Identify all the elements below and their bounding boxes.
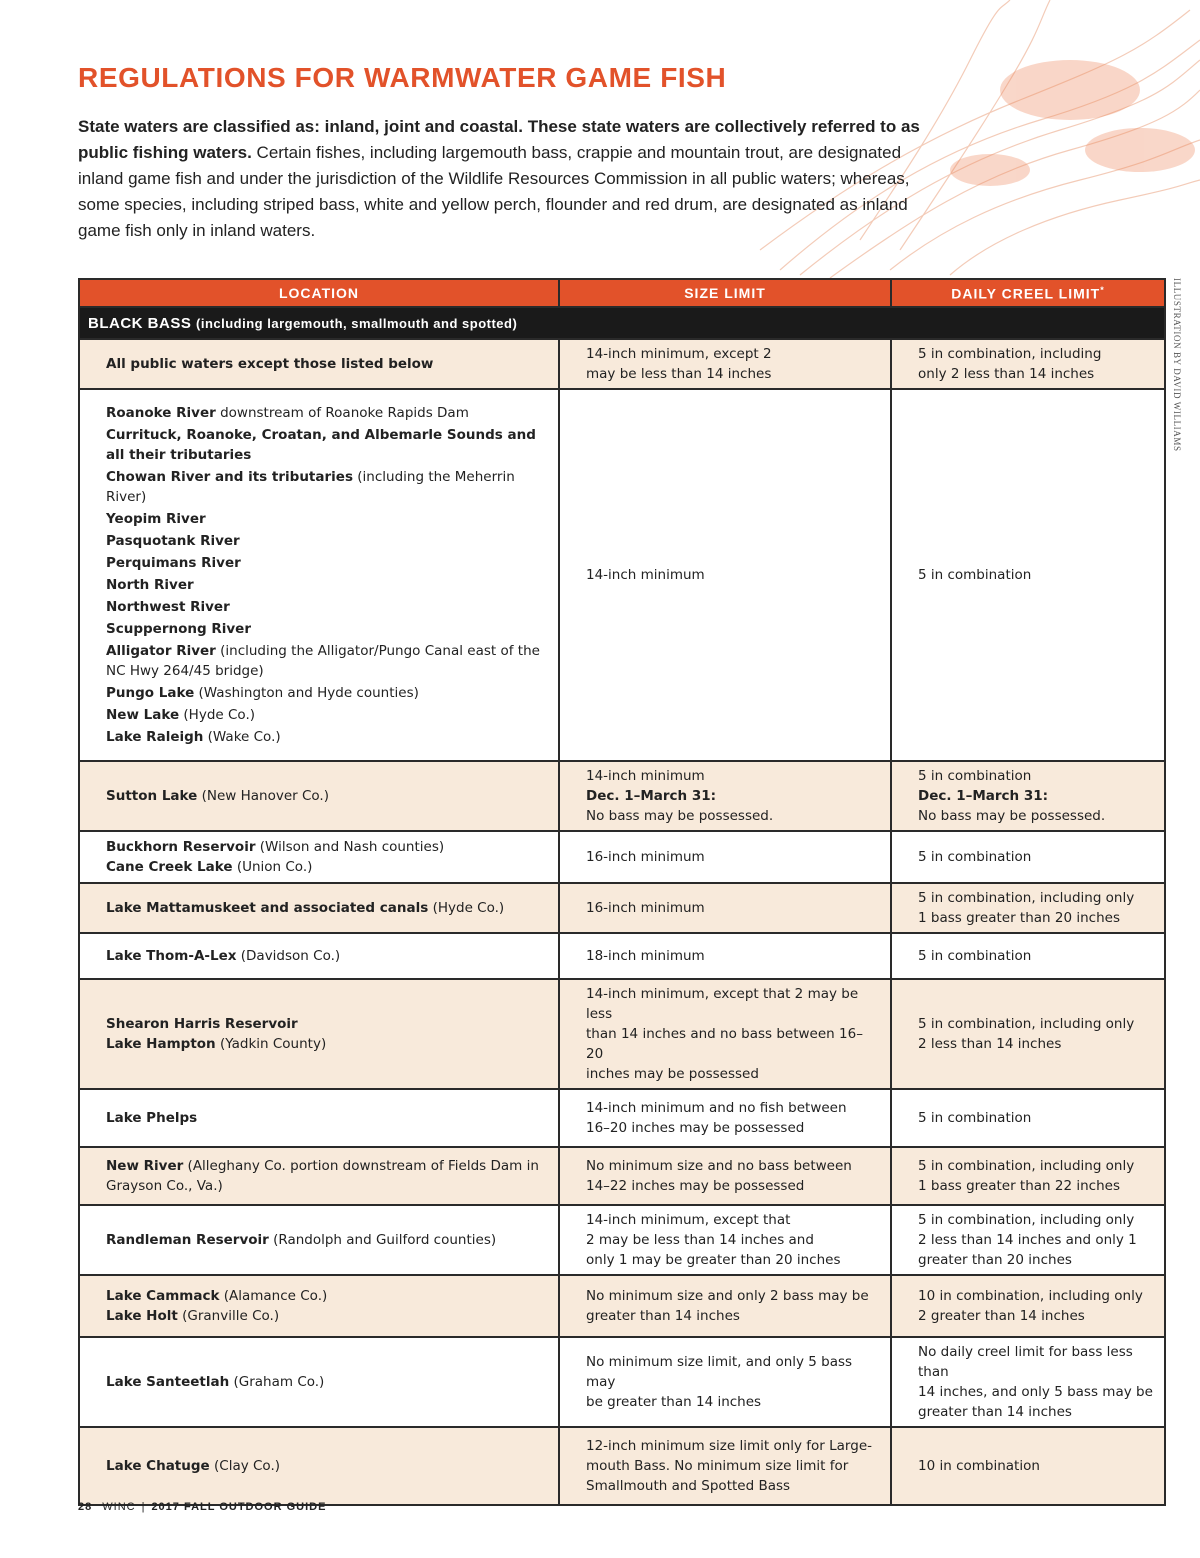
header-size-limit: SIZE LIMIT: [559, 279, 891, 307]
location-name: New Lake: [106, 707, 180, 723]
location-entry: [106, 575, 550, 595]
location-note: (Washington and Hyde counties): [194, 685, 419, 701]
table-row: [79, 1275, 1165, 1337]
table-row: [79, 831, 1165, 883]
size-limit-line: be greater than 14 inches: [586, 1394, 762, 1410]
location-note: (including the Meherrin River): [106, 469, 515, 505]
location-entry: [106, 857, 550, 877]
location-entry: [106, 1286, 550, 1306]
location-note: (Alamance Co.): [219, 1288, 328, 1304]
location-note: (Hyde Co.): [428, 900, 505, 916]
location-cell: [79, 831, 559, 883]
daily-creel-limit-cell: [891, 1147, 1165, 1205]
location-cell: [79, 883, 559, 933]
section-row-black-bass: [79, 307, 1165, 339]
daily-creel-limit-cell: [891, 979, 1165, 1089]
size-limit-line: 2 may be less than 14 inches and: [586, 1232, 814, 1248]
location-note: (Union Co.): [232, 859, 313, 875]
table-row: [79, 933, 1165, 979]
location-entry: [106, 531, 550, 551]
table-row: [79, 389, 1165, 761]
daily-creel-limit-cell: [891, 761, 1165, 831]
location-name: Cane Creek Lake: [106, 859, 233, 875]
daily-creel-limit-cell: [891, 339, 1165, 389]
daily-creel-limit-cell: [891, 1427, 1165, 1505]
header-location: LOCATION: [79, 279, 559, 307]
location-cell: [79, 1427, 559, 1505]
location-note: (Alleghany Co. portion downstream of Fields Dam in Grayson Co., Va.): [106, 1158, 539, 1194]
location-name: Lake Mattamuskeet and associated canals: [106, 900, 429, 916]
location-entry: [106, 1306, 550, 1326]
section-name: BLACK BASS: [88, 314, 192, 332]
creel-limit-line: 5 in combination, including only: [918, 1158, 1135, 1174]
footer-separator: |: [141, 1501, 146, 1513]
size-limit-cell: [559, 1147, 891, 1205]
location-note: (Wilson and Nash counties): [255, 839, 445, 855]
location-entry: [106, 837, 550, 857]
location-entry: [106, 727, 550, 747]
size-limit-cell: [559, 1337, 891, 1427]
illustration-credit: ILLUSTRATION BY DAVID WILLIAMS: [1172, 278, 1182, 452]
location-name: Chowan River and its tributaries: [106, 469, 353, 485]
location-name: Perquimans River: [106, 555, 241, 571]
location-note: (Graham Co.): [229, 1374, 325, 1390]
table-header-row: [79, 279, 1165, 307]
creel-limit-line: greater than 14 inches: [918, 1404, 1072, 1420]
table-row: [79, 979, 1165, 1089]
table-row: [79, 1147, 1165, 1205]
creel-limit-line: 5 in combination: [918, 768, 1032, 784]
creel-limit-line: 1 bass greater than 20 inches: [918, 910, 1120, 926]
location-name: Shearon Harris Reservoir: [106, 1016, 298, 1032]
daily-creel-limit-cell: [891, 1205, 1165, 1275]
location-name: Lake Phelps: [106, 1110, 198, 1126]
location-note: (Randolph and Guilford counties): [268, 1232, 497, 1248]
size-limit-line: inches may be possessed: [586, 1066, 759, 1082]
size-limit-line: 14-inch minimum and no fish between: [586, 1100, 847, 1116]
size-limit-line: 14-inch minimum, except that: [586, 1212, 791, 1228]
size-limit-line: Smallmouth and Spotted Bass: [586, 1478, 791, 1494]
location-cell: [79, 1275, 559, 1337]
location-note: (including the Alligator/Pungo Canal east of the NC Hwy 264/45 bridge): [106, 643, 540, 679]
size-limit-line: 14-inch minimum, except that 2 may be less: [586, 986, 859, 1022]
location-entry: [106, 1372, 550, 1392]
location-entry: [106, 403, 550, 423]
size-limit-line: mouth Bass. No minimum size limit for: [586, 1458, 849, 1474]
location-note: (Wake Co.): [203, 729, 281, 745]
location-cell: [79, 1337, 559, 1427]
location-name: Alligator River: [106, 643, 216, 659]
creel-limit-line: 5 in combination, including: [918, 346, 1102, 362]
size-limit-line: 12-inch minimum size limit only for Large-: [586, 1438, 872, 1454]
location-entry: [106, 509, 550, 529]
footer-guide-title: 2017 FALL OUTDOOR GUIDE: [151, 1501, 327, 1513]
size-limit-line: 16-inch minimum: [586, 849, 705, 865]
daily-creel-limit-cell: [891, 1089, 1165, 1147]
daily-creel-limit-cell: [891, 1337, 1165, 1427]
size-limit-line: No minimum size and no bass between: [586, 1158, 852, 1174]
location-entry: [106, 786, 550, 806]
location-cell: [79, 1205, 559, 1275]
table-row: [79, 1089, 1165, 1147]
location-entry: [106, 1014, 550, 1034]
creel-limit-line: 5 in combination: [918, 948, 1032, 964]
intro-text: Certain fishes, including largemouth bass, crappie and mountain trout, are designated inland game fish and under the jurisdiction of the Wildlife Resources Commission in all public waters; whereas, some species, including striped bass, white and yellow perch, flounder and red drum, are designated as inland game fish only in inland waters.: [78, 143, 910, 240]
location-name: All public waters except those listed below: [106, 356, 434, 372]
location-name: Scuppernong River: [106, 621, 251, 637]
size-limit-line: 16-inch minimum: [586, 900, 705, 916]
size-limit-cell: [559, 389, 891, 761]
header-creel-label: DAILY CREEL LIMIT: [951, 285, 1101, 302]
location-cell: [79, 979, 559, 1089]
creel-limit-line: only 2 less than 14 inches: [918, 366, 1095, 382]
creel-limit-line: 5 in combination: [918, 849, 1032, 865]
location-name: Roanoke River: [106, 405, 216, 421]
page-title: REGULATIONS FOR WARMWATER GAME FISH: [78, 62, 727, 93]
table-row: [79, 1205, 1165, 1275]
location-entry: [106, 354, 550, 374]
creel-limit-line: 10 in combination, including only: [918, 1288, 1143, 1304]
size-limit-cell: [559, 883, 891, 933]
location-cell: [79, 389, 559, 761]
location-note: (New Hanover Co.): [197, 788, 329, 804]
creel-limit-line: No bass may be possessed.: [918, 808, 1106, 824]
size-limit-line: No minimum size limit, and only 5 bass may: [586, 1354, 853, 1390]
location-entry: [106, 946, 550, 966]
creel-limit-line: 5 in combination, including only: [918, 890, 1135, 906]
location-entry: [106, 425, 550, 465]
intro-paragraph: [78, 114, 946, 244]
location-entry: [106, 1456, 550, 1476]
creel-limit-line: 5 in combination: [918, 1110, 1032, 1126]
location-name: Randleman Reservoir: [106, 1232, 269, 1248]
location-entry: [106, 1108, 550, 1128]
location-entry: [106, 597, 550, 617]
location-name: Lake Chatuge: [106, 1458, 210, 1474]
location-entry: [106, 705, 550, 725]
creel-limit-line: greater than 20 inches: [918, 1252, 1072, 1268]
location-cell: [79, 339, 559, 389]
section-subtitle: (including largemouth, smallmouth and spotted): [196, 315, 518, 331]
size-limit-line: 14-inch minimum, except 2: [586, 346, 772, 362]
page-footer: [78, 1501, 326, 1513]
location-note: downstream of Roanoke Rapids Dam: [215, 405, 469, 421]
location-cell: [79, 1089, 559, 1147]
size-limit-line: 14-inch minimum: [586, 768, 705, 784]
size-limit-line: greater than 14 inches: [586, 1308, 740, 1324]
creel-limit-line: 14 inches, and only 5 bass may be: [918, 1384, 1153, 1400]
size-limit-cell: [559, 933, 891, 979]
size-limit-line: may be less than 14 inches: [586, 366, 772, 382]
regulations-table: [78, 278, 1166, 1506]
location-name: Lake Santeetlah: [106, 1374, 230, 1390]
table-row: [79, 1337, 1165, 1427]
size-limit-cell: [559, 979, 891, 1089]
creel-limit-line: 10 in combination: [918, 1458, 1040, 1474]
intro-bold: State waters are classified as: inland, joint and coastal. These state waters are collectively referred to as public fishing waters.: [78, 117, 920, 162]
location-entry: [106, 683, 550, 703]
location-note: (Clay Co.): [209, 1458, 280, 1474]
location-note: (Granville Co.): [177, 1308, 280, 1324]
size-limit-line: No bass may be possessed.: [586, 808, 774, 824]
creel-limit-line: 5 in combination: [918, 567, 1032, 583]
footer-brand: WINC: [102, 1501, 136, 1513]
daily-creel-limit-cell: [891, 933, 1165, 979]
size-limit-cell: [559, 1275, 891, 1337]
location-note: (Davidson Co.): [236, 948, 341, 964]
location-cell: [79, 933, 559, 979]
location-entry: [106, 619, 550, 639]
creel-limit-line: Dec. 1–March 31:: [918, 788, 1049, 804]
location-entry: [106, 641, 550, 681]
size-limit-line: No minimum size and only 2 bass may be: [586, 1288, 869, 1304]
location-entry: [106, 898, 550, 918]
location-name: Buckhorn Reservoir: [106, 839, 256, 855]
size-limit-line: 14-inch minimum: [586, 567, 705, 583]
location-name: New River: [106, 1158, 184, 1174]
location-entry: [106, 553, 550, 573]
daily-creel-limit-cell: [891, 389, 1165, 761]
location-cell: [79, 1147, 559, 1205]
size-limit-cell: [559, 1089, 891, 1147]
location-entry: [106, 1034, 550, 1054]
creel-limit-line: 1 bass greater than 22 inches: [918, 1178, 1120, 1194]
location-name: Lake Holt: [106, 1308, 178, 1324]
size-limit-line: than 14 inches and no bass between 16–20: [586, 1026, 863, 1062]
location-cell: [79, 761, 559, 831]
size-limit-line: 18-inch minimum: [586, 948, 705, 964]
table-row: [79, 883, 1165, 933]
header-daily-creel-limit: [891, 279, 1165, 307]
table-row: [79, 761, 1165, 831]
location-entry: [106, 1230, 550, 1250]
size-limit-cell: [559, 339, 891, 389]
location-name: Sutton Lake: [106, 788, 198, 804]
location-entry: [106, 467, 550, 507]
size-limit-cell: [559, 1427, 891, 1505]
location-name: Pasquotank River: [106, 533, 240, 549]
location-name: Lake Thom-A-Lex: [106, 948, 237, 964]
location-entry: [106, 1156, 550, 1196]
location-note: (Yadkin County): [215, 1036, 327, 1052]
creel-limit-line: 2 less than 14 inches: [918, 1036, 1062, 1052]
creel-limit-line: 2 greater than 14 inches: [918, 1308, 1085, 1324]
size-limit-cell: [559, 761, 891, 831]
daily-creel-limit-cell: [891, 831, 1165, 883]
creel-limit-line: 5 in combination, including only: [918, 1016, 1135, 1032]
location-name: Lake Cammack: [106, 1288, 220, 1304]
section-title: [79, 307, 1165, 339]
creel-limit-line: No daily creel limit for bass less than: [918, 1344, 1133, 1380]
size-limit-line: Dec. 1–March 31:: [586, 788, 717, 804]
size-limit-line: only 1 may be greater than 20 inches: [586, 1252, 841, 1268]
location-name: North River: [106, 577, 194, 593]
size-limit-line: 14–22 inches may be possessed: [586, 1178, 805, 1194]
location-name: Northwest River: [106, 599, 230, 615]
location-name: Lake Hampton: [106, 1036, 216, 1052]
location-note: (Hyde Co.): [179, 707, 255, 723]
location-name: Currituck, Roanoke, Croatan, and Albemarle Sounds and all their tributaries: [106, 427, 536, 463]
location-name: Lake Raleigh: [106, 729, 204, 745]
page-number: 28: [78, 1501, 93, 1513]
size-limit-line: 16–20 inches may be possessed: [586, 1120, 805, 1136]
daily-creel-limit-cell: [891, 883, 1165, 933]
daily-creel-limit-cell: [891, 1275, 1165, 1337]
creel-limit-line: 2 less than 14 inches and only 1: [918, 1232, 1137, 1248]
table-row: [79, 1427, 1165, 1505]
creel-limit-line: 5 in combination, including only: [918, 1212, 1135, 1228]
header-creel-footnote-mark: *: [1100, 284, 1105, 295]
size-limit-cell: [559, 1205, 891, 1275]
table-row: [79, 339, 1165, 389]
location-name: Yeopim River: [106, 511, 206, 527]
size-limit-cell: [559, 831, 891, 883]
location-name: Pungo Lake: [106, 685, 195, 701]
